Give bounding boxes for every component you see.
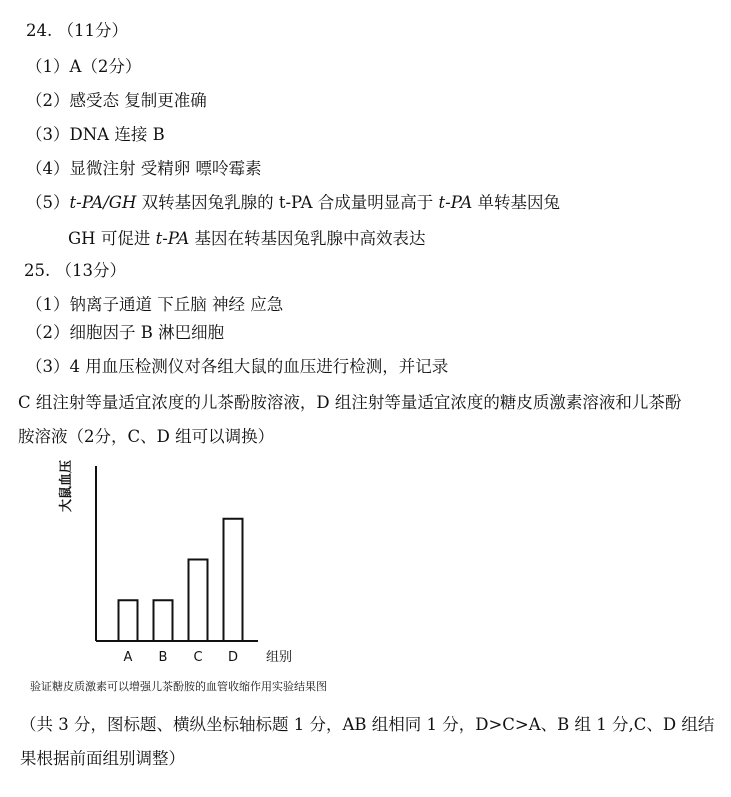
x-tick-label-c: C bbox=[193, 650, 203, 665]
bar-b bbox=[154, 600, 173, 641]
q24-answer-1: （1）A（2分） bbox=[26, 57, 142, 76]
bar-a bbox=[119, 600, 138, 641]
q24-answer-4: （4）显微注射 受精卵 嘌呤霉素 bbox=[26, 159, 262, 178]
q24-answer-3: （3）DNA 连接 B bbox=[26, 125, 165, 144]
x-axis-title: 组别 bbox=[266, 650, 293, 665]
q24-heading: 24. （11分） bbox=[26, 21, 128, 40]
chart-caption: 验证糖皮质激素可以增强儿茶酚胺的血管收缩作用实验结果图 bbox=[30, 680, 327, 693]
grading-note-line-1: （共 3 分，图标题、横纵坐标轴标题 1 分，AB 组相同 1 分，D>C>A、B 组 1 分,C、D 组结 bbox=[20, 715, 715, 734]
q24-a5b-post: 基因在转基因兔乳腺中高效表达 bbox=[189, 229, 426, 248]
q24-a5-gene-1: t-PA/GH bbox=[69, 193, 137, 212]
q24-a5-prefix: （5） bbox=[26, 193, 70, 212]
x-tick-label-a: A bbox=[123, 650, 133, 665]
q25-answer-3-line-2: C 组注射等量适宜浓度的儿茶酚胺溶液，D 组注射等量适宜浓度的糖皮质激素溶液和儿茶酚 bbox=[18, 393, 682, 412]
q25-answer-3: （3）4 用血压检测仪对各组大鼠的血压进行检测，并记录 bbox=[26, 357, 449, 376]
q25-answer-1: （1）钠离子通道 下丘脑 神经 应急 bbox=[26, 295, 284, 314]
q24-a5-text-2: 单转基因兔 bbox=[472, 193, 561, 212]
q24-a5b-pre: GH 可促进 bbox=[68, 229, 156, 248]
q25-answer-2: （2）细胞因子 B 淋巴细胞 bbox=[26, 323, 225, 342]
bar-c bbox=[189, 560, 208, 642]
x-tick-label-b: B bbox=[158, 650, 168, 665]
x-tick-label-d: D bbox=[227, 650, 239, 665]
q24-a5b-gene: t-PA bbox=[155, 229, 190, 248]
bar-d bbox=[224, 519, 243, 641]
q25-answer-3-line-3: 胺溶液（2分，C、D 组可以调换） bbox=[18, 427, 275, 446]
y-axis-title: 大鼠血压 bbox=[59, 459, 74, 513]
grading-note-line-2: 果根据前面组别调整） bbox=[20, 749, 185, 768]
q25-heading: 25. （13分） bbox=[24, 261, 126, 280]
q24-a5-text-1: 双转基因兔乳腺的 t-PA 合成量明显高于 bbox=[136, 193, 439, 212]
q24-answer-2: （2）感受态 复制更准确 bbox=[26, 91, 207, 110]
q24-a5-gene-2: t-PA bbox=[438, 193, 473, 212]
